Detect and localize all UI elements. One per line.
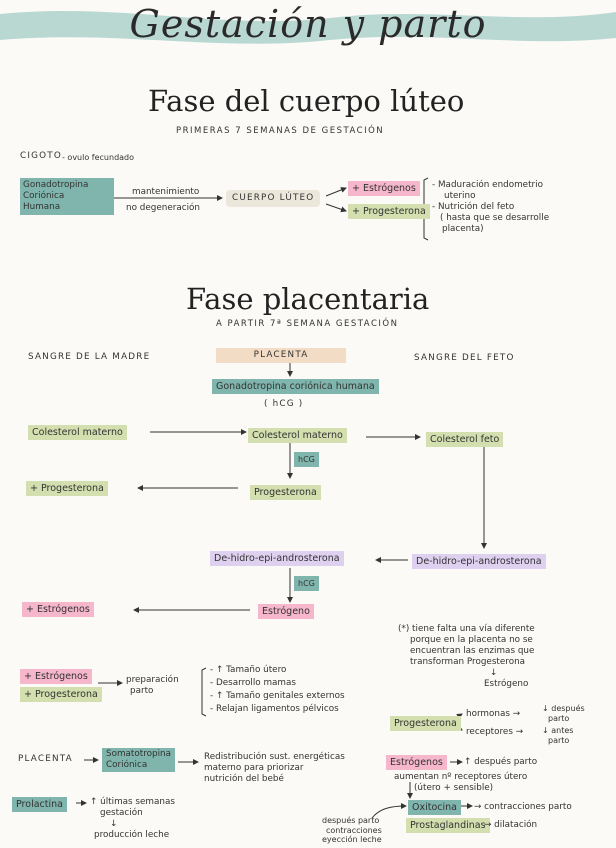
progesterona-prep: + Progesterona bbox=[20, 687, 102, 702]
somato-desc: Redistribución sust. energéticas materno para priorizar nutrición del bebé bbox=[204, 752, 345, 784]
oxitocina-box: Oxitocina bbox=[408, 800, 461, 815]
progesterona-right: Progesterona bbox=[390, 716, 461, 731]
dhea-right: De-hidro-epi-androsterona bbox=[412, 554, 546, 569]
col-placenta: PLACENTA bbox=[216, 348, 346, 363]
hormonas-label: hormonas → bbox=[466, 709, 521, 719]
cigoto-label: CIGOTO bbox=[20, 151, 62, 161]
prep-label: preparación parto bbox=[126, 675, 179, 696]
effects-list: - Maduración endometrio uterino - Nutrición del feto ( hasta que se desarrolle placenta) bbox=[432, 180, 550, 234]
arrow-label-bottom: no degeneración bbox=[126, 203, 200, 213]
section1-subtitle: PRIMERAS 7 SEMANAS DE GESTACIÓN bbox=[176, 126, 385, 136]
somatotropina-box: Somatotropina Coriónica bbox=[102, 748, 175, 772]
estrogenos-right: Estrógenos bbox=[386, 755, 447, 770]
receptor-note: aumentan nº receptores útero (útero + sensible) bbox=[394, 772, 528, 793]
hcg-abbr: ( hCG ) bbox=[264, 399, 304, 409]
hcg-tag-2: hCG bbox=[294, 576, 319, 591]
prep-list: - ↑ Tamaño útero - Desarrollo mamas - ↑ Tamaño genitales externos - Relajan ligamentos pélvicos bbox=[210, 665, 345, 714]
estrogenos-right-desc: ↑ después parto bbox=[464, 757, 538, 767]
progesterona-left: + Progesterona bbox=[26, 481, 108, 496]
prostaglandinas-desc: → dilatación bbox=[484, 820, 538, 830]
cuerpo-luteo-box: CUERPO LÚTEO bbox=[226, 190, 320, 207]
prolactina-desc: ↑ últimas semanas gestación ↓ producción leche bbox=[90, 797, 175, 840]
prolactina-box: Prolactina bbox=[12, 797, 67, 812]
section1-title: Fase del cuerpo lúteo bbox=[148, 84, 465, 118]
receptores-label: receptores → bbox=[466, 727, 524, 737]
oxitocina-desc: → contracciones parto bbox=[474, 802, 572, 812]
prostaglandinas-box: Prostaglandinas bbox=[406, 818, 490, 833]
progesterone-tag: + Progesterona bbox=[348, 204, 430, 219]
hcg-box: Gonadotropina Coriónica Humana bbox=[20, 178, 114, 215]
colesterol-materno-left: Colesterol materno bbox=[28, 425, 127, 440]
progesterona-mid: Progesterona bbox=[250, 485, 321, 500]
placenta-label: PLACENTA bbox=[18, 754, 73, 764]
arrow-label-top: mantenimiento bbox=[132, 187, 200, 197]
cigoto-note: - ovulo fecundado bbox=[62, 153, 135, 162]
estrogens-tag: + Estrógenos bbox=[348, 181, 420, 196]
post-parto-note: ↓ después parto bbox=[542, 704, 585, 723]
page-title: Gestación y parto bbox=[129, 2, 487, 46]
dhea-mid: De-hidro-epi-androsterona bbox=[210, 551, 344, 566]
colesterol-feto: Colesterol feto bbox=[426, 432, 503, 447]
estrogenos-left: + Estrógenos bbox=[22, 602, 94, 617]
estrogenos-prep: + Estrógenos bbox=[20, 669, 92, 684]
pathway-note: (*) tiene falta una vía diferente porque en la placenta no se encuentran las enzimas que transforman Progesterona ↓ Estrógeno bbox=[398, 624, 535, 689]
col-mother: SANGRE DE LA MADRE bbox=[28, 352, 151, 362]
section2-title: Fase placentaria bbox=[186, 282, 430, 316]
hcg-full-box: Gonadotropina coriónica humana bbox=[212, 379, 379, 394]
colesterol-materno-mid: Colesterol materno bbox=[248, 428, 347, 443]
section2-subtitle: A PARTIR 7ª SEMANA GESTACIÓN bbox=[216, 319, 399, 329]
estrogeno-mid: Estrógeno bbox=[258, 604, 314, 619]
col-fetus: SANGRE DEL FETO bbox=[414, 353, 515, 363]
hcg-tag-1: hCG bbox=[294, 452, 319, 467]
ante-parto-note: ↓ antes parto bbox=[542, 726, 574, 745]
bottom-note: después parto contracciones eyección leche bbox=[322, 816, 382, 844]
